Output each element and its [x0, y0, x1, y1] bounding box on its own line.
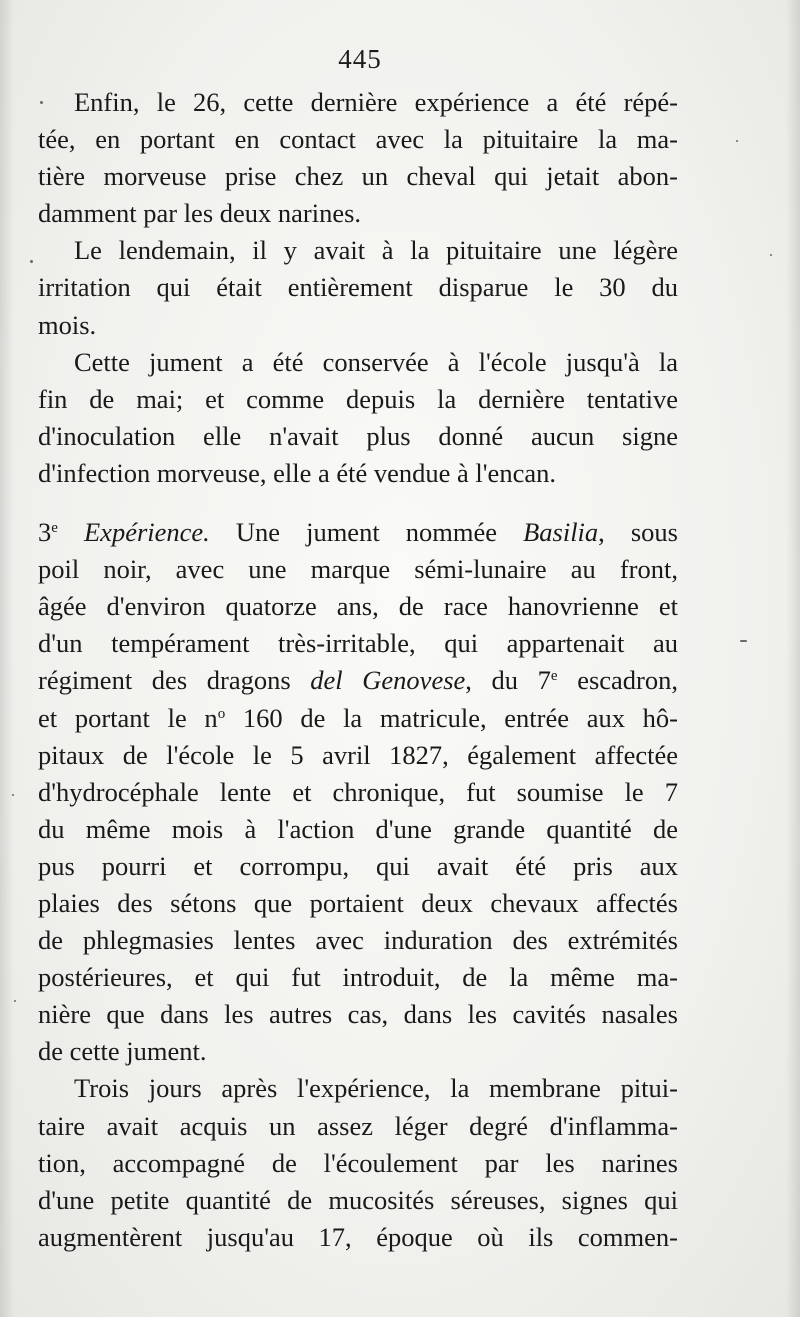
- print-speck: [14, 1000, 16, 1002]
- experience-number: 3: [38, 517, 52, 548]
- text-line: tière morveuse prise chez un cheval qui jetait abon-: [38, 161, 678, 192]
- regiment-name: del Genovese: [310, 665, 466, 696]
- body-text: [38, 84, 678, 1256]
- text-line: du même mois à l'action d'une grande quantité de: [38, 813, 678, 844]
- text-line: tion, accompagné de l'écoulement par les narines: [38, 1147, 678, 1178]
- text-line: postérieures, et qui fut introduit, de la même ma-: [38, 962, 678, 993]
- text-line: âgée d'environ quatorze ans, de race hanovrienne et: [38, 591, 678, 622]
- text-line: mois.: [38, 309, 97, 340]
- text-line: de phlegmasies lentes avec induration des extrémités: [38, 925, 678, 956]
- print-speck: [12, 794, 14, 796]
- superscript: o: [217, 705, 226, 722]
- text-line: tée, en portant en contact avec la pituitaire la ma-: [38, 124, 678, 155]
- paragraph: [38, 84, 678, 232]
- text-line: augmentèrent jusqu'au 17, époque où ils commen-: [38, 1221, 678, 1252]
- text-run: escadron,: [557, 665, 678, 696]
- text-line: de cette jument.: [38, 1036, 207, 1067]
- text-run: et portant le n: [38, 702, 218, 733]
- print-speck: [40, 101, 43, 104]
- text-line: pitaux de l'école le 5 avril 1827, également affectée: [38, 739, 678, 770]
- print-speck: [740, 640, 747, 642]
- text-run: , du 7: [465, 665, 551, 696]
- text-line: d'inoculation elle n'avait plus donné aucun signe: [38, 420, 678, 451]
- paragraph: [38, 344, 678, 492]
- page-number: 445: [338, 44, 382, 74]
- paragraph: [38, 232, 678, 343]
- text-line: Cette jument a été conservée à l'école jusqu'à la: [74, 346, 678, 377]
- experience-heading: Expérience.: [57, 517, 210, 548]
- section-gap: [38, 492, 678, 514]
- text-run: , sous: [598, 517, 678, 548]
- print-speck: [30, 260, 33, 263]
- superscript: e: [51, 520, 58, 537]
- text-line: d'hydrocéphale lente et chronique, fut soumise le 7: [38, 776, 678, 807]
- paragraph-experience: [38, 514, 678, 1070]
- text-line: irritation qui était entièrement disparue le 30 du: [38, 272, 678, 303]
- print-speck: [736, 140, 738, 142]
- text-run: Une jument nommée: [209, 517, 524, 548]
- text-line: d'une petite quantité de mucosités séreuses, signes qui: [38, 1184, 678, 1215]
- text-line: taire avait acquis un assez léger degré d'inflamma-: [38, 1110, 678, 1141]
- text-line: [38, 662, 678, 699]
- text-line: [38, 514, 678, 551]
- text-line: nière que dans les autres cas, dans les cavités nasales: [38, 999, 678, 1030]
- text-line: [38, 700, 678, 737]
- text-run: 160 de la matricule, entrée aux hô-: [225, 702, 679, 733]
- text-line: poil noir, avec une marque sémi-lunaire au front,: [38, 554, 678, 585]
- text-line: fin de mai; et comme depuis la dernière tentative: [38, 383, 678, 414]
- text-line: Enfin, le 26, cette dernière expérience a été répé-: [74, 87, 678, 117]
- text-line: d'un tempérament très-irritable, qui appartenait au: [38, 628, 678, 659]
- text-line: pus pourri et corrompu, qui avait été pris aux: [38, 850, 678, 881]
- page-right-shadow: [786, 0, 800, 1317]
- text-line: Le lendemain, il y avait à la pituitaire une légère: [74, 235, 678, 266]
- superscript: e: [550, 668, 558, 685]
- text-line: d'infection morveuse, elle a été vendue à l'encan.: [38, 457, 556, 488]
- text-line: plaies des sétons que portaient deux chevaux affectés: [38, 887, 678, 918]
- text-run: régiment des dragons: [38, 665, 311, 696]
- text-line: damment par les deux narines.: [38, 198, 362, 229]
- horse-name: Basilia: [523, 517, 599, 548]
- page-left-shadow: [0, 0, 14, 1317]
- paragraph: [38, 1070, 678, 1255]
- print-speck: [770, 254, 772, 256]
- text-line: Trois jours après l'expérience, la membrane pitui-: [74, 1073, 678, 1104]
